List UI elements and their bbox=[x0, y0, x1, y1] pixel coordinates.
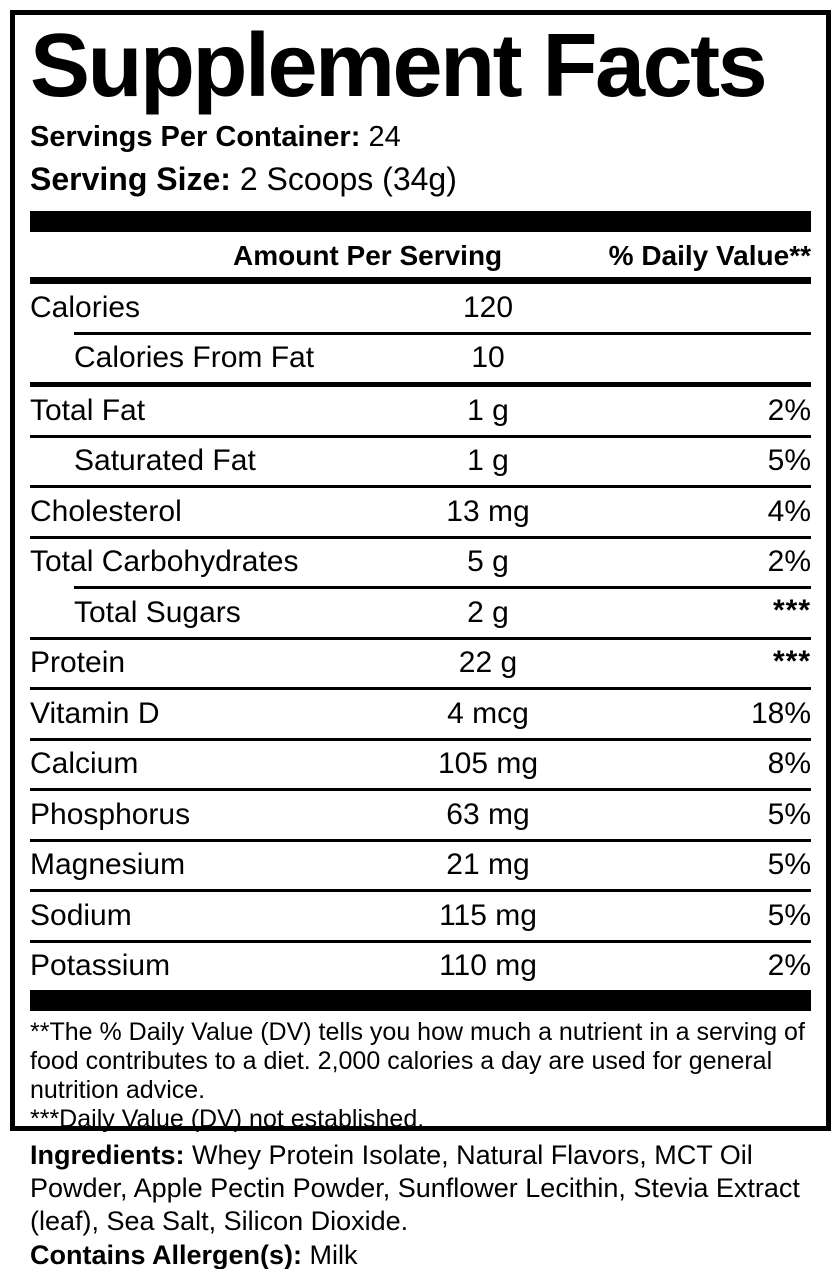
nutrient-amount: 13 mg bbox=[446, 494, 530, 528]
nutrient-name: Saturated Fat bbox=[74, 444, 256, 478]
nutrient-amount: 105 mg bbox=[437, 747, 539, 781]
ingredients-label: Ingredients: bbox=[30, 1140, 185, 1170]
nutrient-row bbox=[30, 892, 811, 940]
column-header-daily-value: % Daily Value** bbox=[608, 240, 811, 272]
nutrient-row bbox=[30, 589, 811, 637]
serving-size-label: Serving Size: bbox=[30, 160, 231, 197]
nutrient-daily-value: 5% bbox=[767, 848, 811, 882]
nutrient-daily-value: 5% bbox=[767, 444, 811, 478]
nutrient-daily-value: 2% bbox=[767, 545, 811, 579]
nutrient-row bbox=[30, 335, 811, 383]
nutrient-amount: 5 g bbox=[467, 545, 509, 579]
nutrient-name: Cholesterol bbox=[30, 494, 182, 528]
nutrient-amount: 63 mg bbox=[446, 797, 530, 831]
nutrient-row bbox=[30, 284, 811, 332]
nutrient-row bbox=[30, 488, 811, 536]
nutrient-row bbox=[30, 943, 811, 991]
servings-per-container-value: 24 bbox=[368, 121, 401, 153]
column-header-amount: Amount Per Serving bbox=[233, 240, 503, 272]
nutrient-amount: 1 g bbox=[467, 393, 509, 427]
nutrient-row bbox=[30, 791, 811, 839]
nutrient-amount: 115 mg bbox=[439, 898, 537, 932]
footnote: ***Daily Value (DV) not established. bbox=[30, 1105, 425, 1134]
nutrient-daily-value: 8% bbox=[767, 747, 811, 781]
servings-per-container bbox=[30, 120, 811, 155]
nutrient-daily-value: 4% bbox=[767, 494, 811, 528]
nutrient-name: Sodium bbox=[30, 898, 132, 932]
nutrient-name: Phosphorus bbox=[30, 797, 191, 831]
nutrient-name: Total Fat bbox=[30, 393, 146, 427]
nutrient-name: Calcium bbox=[30, 747, 139, 781]
nutrient-name: Protein bbox=[30, 646, 126, 680]
ingredients-list: Whey Protein Isolate, Natural Flavors, MCT Oil Powder, Apple Pectin Powder, Sunflower Lecithin, Stevia Extract (leaf), Sea Salt, Silicon Dioxide. bbox=[30, 1140, 800, 1236]
allergens-value: Milk bbox=[309, 1240, 358, 1269]
nutrient-name: Calories From Fat bbox=[74, 341, 315, 375]
nutrient-name: Calories bbox=[30, 290, 141, 324]
nutrient-amount: 21 mg bbox=[446, 848, 530, 882]
nutrient-rows bbox=[30, 284, 811, 990]
nutrient-name: Total Carbohydrates bbox=[30, 545, 299, 579]
footnote: **The % Daily Value (DV) tells you how much a nutrient in a serving of food contributes to a diet. 2,000 calories a day are used for general nutrition advice. bbox=[30, 1018, 805, 1105]
nutrient-amount: 4 mcg bbox=[447, 696, 529, 730]
nutrient-amount: 120 bbox=[462, 290, 514, 324]
header-separator-bar bbox=[30, 277, 811, 284]
supplement-facts-panel bbox=[10, 10, 831, 1134]
ingredients-section bbox=[30, 1139, 811, 1269]
nutrient-row bbox=[30, 690, 811, 738]
nutrient-name: Potassium bbox=[30, 949, 171, 983]
nutrient-daily-value: 5% bbox=[767, 898, 811, 932]
footnotes bbox=[30, 1018, 811, 1134]
nutrient-amount: 1 g bbox=[467, 444, 509, 478]
nutrient-daily-value: 2% bbox=[767, 949, 811, 983]
nutrient-daily-value: 18% bbox=[750, 696, 811, 730]
nutrient-row bbox=[30, 539, 811, 587]
nutrient-amount: 10 bbox=[471, 341, 505, 375]
column-headers bbox=[30, 232, 811, 277]
nutrient-row bbox=[30, 842, 811, 890]
nutrient-row bbox=[30, 438, 811, 486]
servings-per-container-label: Servings Per Container: bbox=[30, 121, 361, 153]
nutrient-daily-value: 5% bbox=[767, 797, 811, 831]
nutrient-amount: 2 g bbox=[467, 595, 509, 629]
allergens-line bbox=[30, 1239, 811, 1269]
nutrient-name: Magnesium bbox=[30, 848, 186, 882]
nutrient-daily-value: 2% bbox=[767, 393, 811, 427]
panel-title: Supplement Facts bbox=[30, 16, 766, 116]
nutrient-amount: 110 mg bbox=[439, 949, 537, 983]
nutrient-row bbox=[30, 640, 811, 688]
ingredients-line bbox=[30, 1139, 811, 1238]
allergens-label: Contains Allergen(s): bbox=[30, 1240, 303, 1269]
separator-bar-bottom bbox=[30, 990, 811, 1011]
nutrient-name: Vitamin D bbox=[30, 696, 160, 730]
separator-bar-top bbox=[30, 211, 811, 232]
nutrient-name: Total Sugars bbox=[74, 595, 241, 629]
nutrient-amount: 22 g bbox=[458, 646, 518, 680]
serving-size-value: 2 Scoops (34g) bbox=[239, 160, 457, 197]
nutrient-daily-value: *** bbox=[772, 594, 811, 628]
nutrient-row bbox=[30, 387, 811, 435]
nutrient-row bbox=[30, 741, 811, 789]
serving-size bbox=[30, 160, 811, 198]
nutrient-daily-value: *** bbox=[772, 644, 811, 678]
